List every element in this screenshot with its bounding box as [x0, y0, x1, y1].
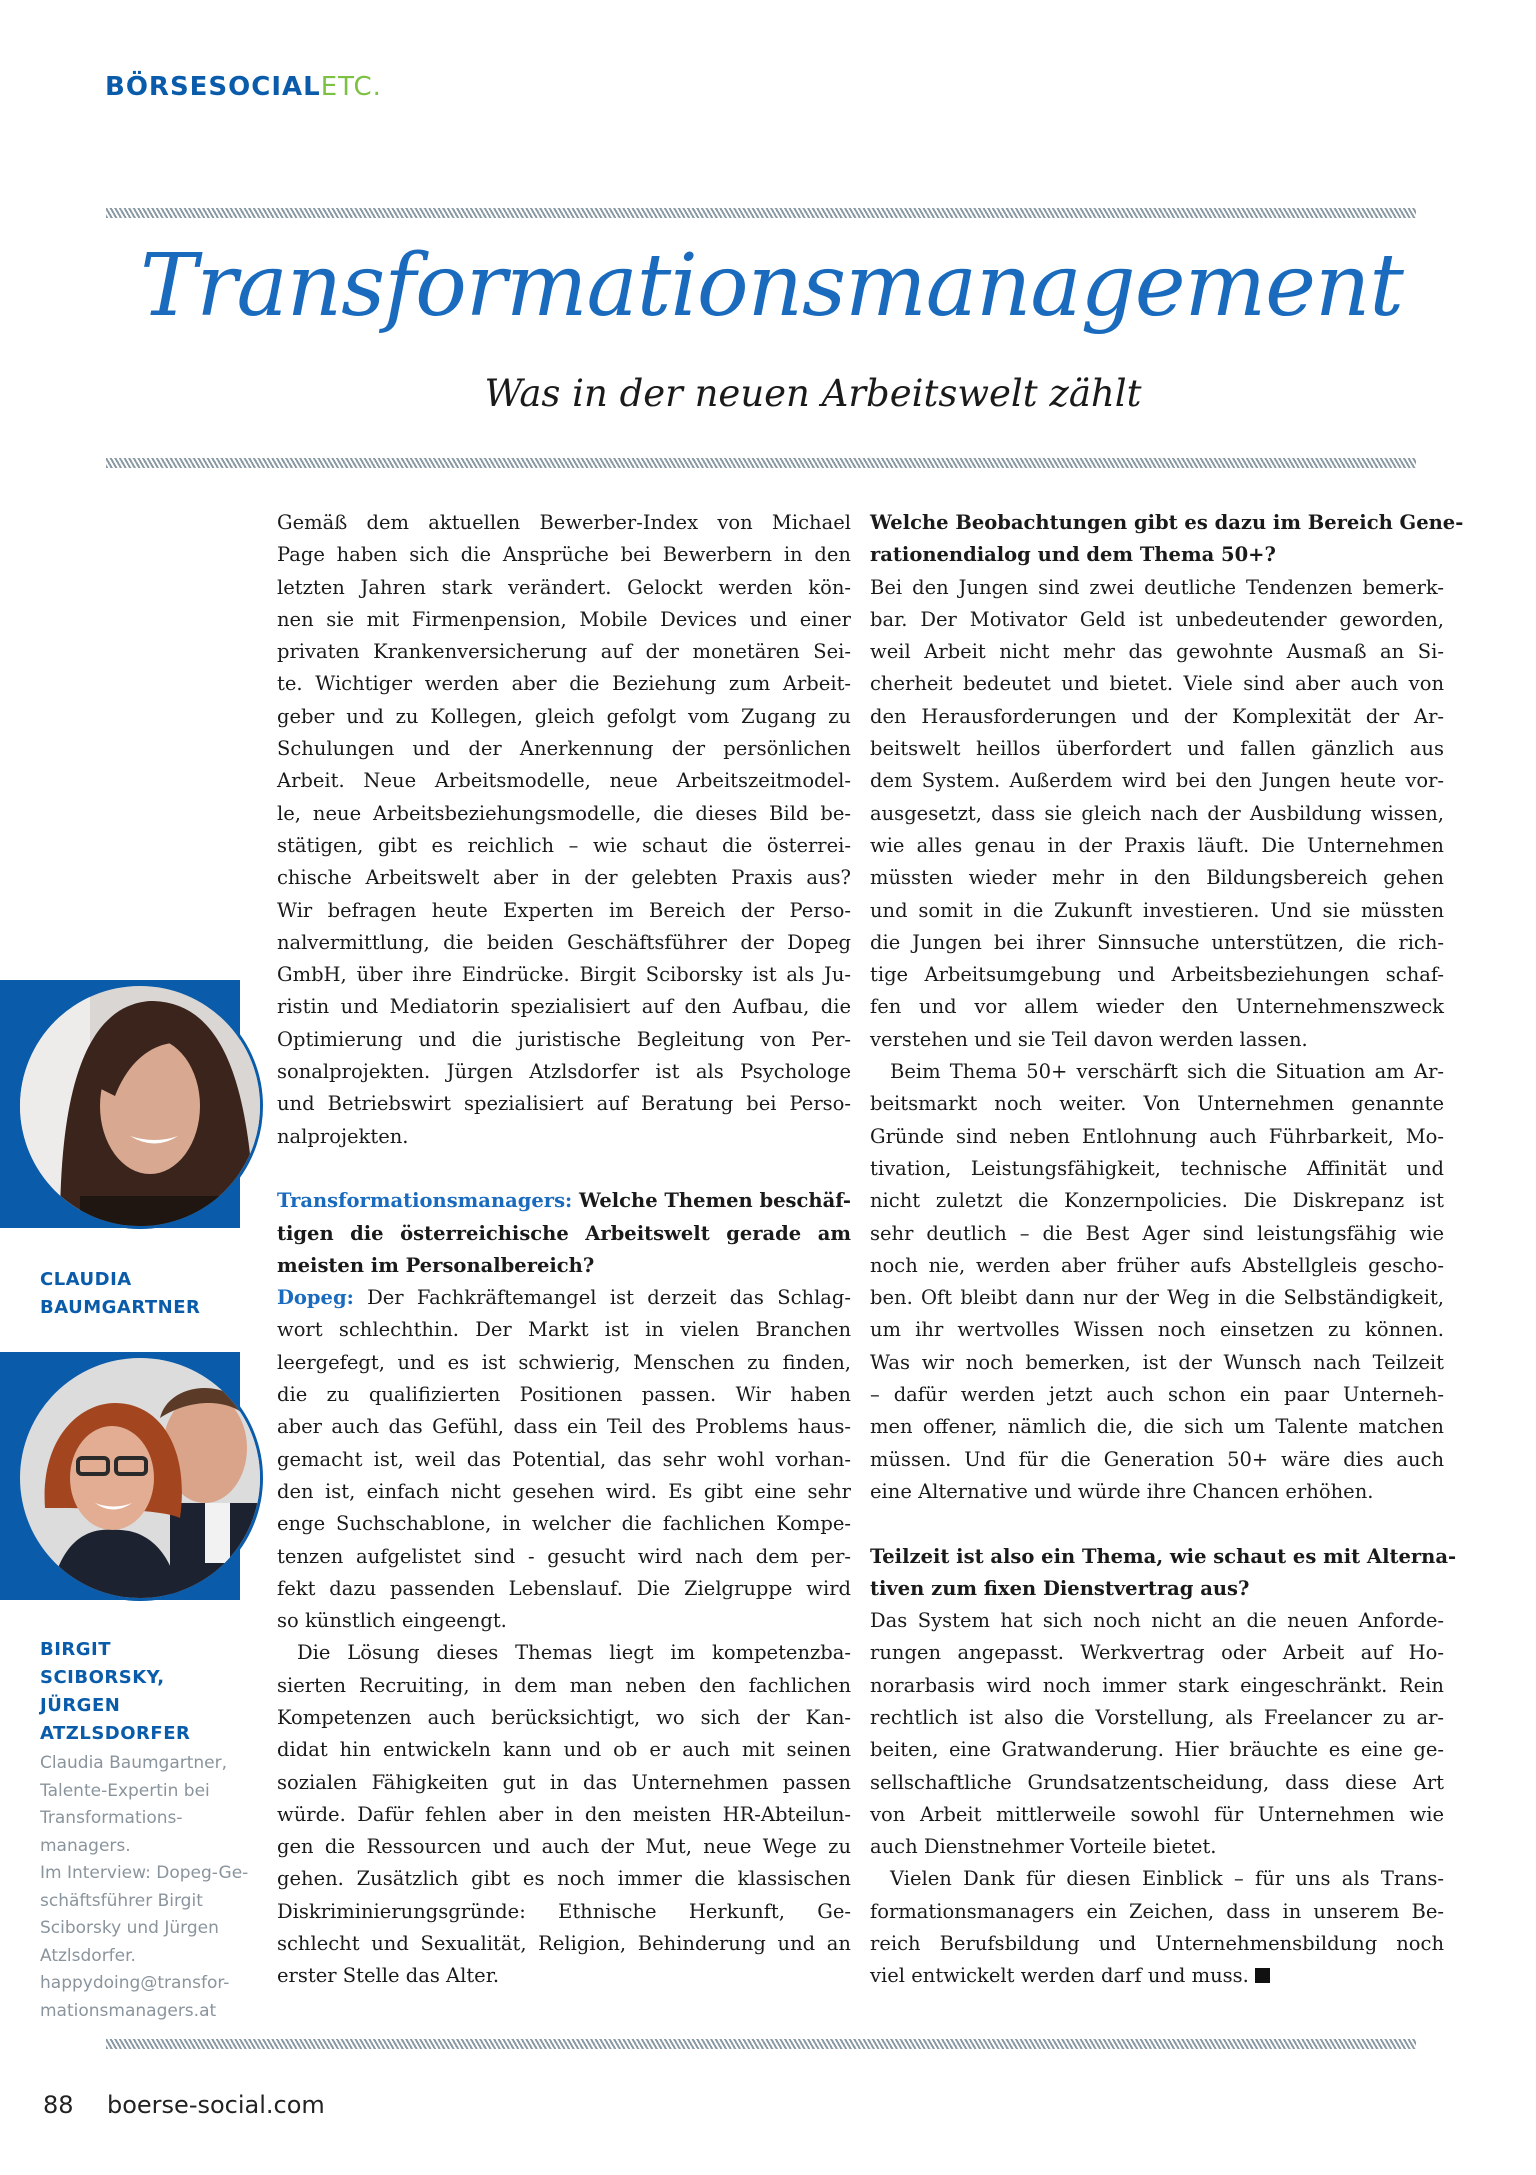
paragraph-gap [277, 1153, 851, 1185]
person2-name-line: SCIBORSKY, [40, 1667, 165, 1688]
answer-line: so künstlich eingeengt. [277, 1609, 507, 1633]
question-line: tigen die österreichische Arbeitswelt gerade am [277, 1221, 851, 1245]
photo-caption [40, 1750, 260, 2025]
answer-line: – dafür werden jetzt auch schon ein paar Unterneh- [870, 1383, 1444, 1407]
answer-line: müssen. Und für die Generation 50+ wäre dies auch [870, 1447, 1444, 1471]
article-column-1 [277, 507, 851, 1993]
answer-line: ben. Oft bleibt dann nur der Weg in die Selbständigkeit, [870, 1286, 1444, 1310]
answer-line: norarbasis wird noch immer stark eingeschränkt. Rein [870, 1673, 1444, 1697]
question-line: Welche Beobachtungen gibt es dazu im Bereich Gene- [870, 511, 1464, 534]
answer-line: müssten wieder mehr in den Bildungsbereich gehen [870, 866, 1444, 890]
intro-line: nen sie mit Firmenpension, Mobile Devices und einer [277, 607, 851, 631]
closing-line: reich Berufsbildung und Unternehmensbildung noch [870, 1932, 1444, 1956]
page-number: 88 [43, 2091, 74, 2119]
answer-line: die zu qualifizierten Positionen passen. Wir haben [277, 1383, 851, 1407]
answer-line: von Arbeit mittlerweile sowohl für Unternehmen wie [870, 1802, 1444, 1826]
answer-line: eine Alternative und würde ihre Chancen erhöhen. [870, 1479, 1374, 1503]
caption-line: mationsmanagers.at [40, 2000, 217, 2021]
answer-line: beitsmarkt noch weiter. Von Unternehmen genannte [870, 1092, 1444, 1116]
portrait-couple-icon [20, 1358, 260, 1598]
answer-line: und somit in die Zukunft investieren. Und sie müssten [870, 898, 1444, 922]
answer-line [277, 1282, 851, 1314]
answer-line: fen und vor allem wieder den Unternehmenszweck [870, 995, 1444, 1019]
intro-line: letzten Jahren stark verändert. Gelockt werden kön- [277, 575, 851, 599]
paragraph-gap [870, 1508, 1444, 1540]
question-line [277, 1185, 851, 1217]
caption-line: happydoing@transfor- [40, 1973, 230, 1993]
answer-line: Kompetenzen auch berücksichtigt, wo sich der Kan- [277, 1705, 851, 1729]
intro-line: sonalprojekten. Jürgen Atzlsdorfer ist als Psychologe [277, 1060, 851, 1084]
person1-name [40, 1266, 200, 1322]
answer-line: Bei den Jungen sind zwei deutliche Tendenzen bemerk- [870, 575, 1444, 599]
intro-line: Optimierung und die juristische Begleitung von Per- [277, 1027, 851, 1051]
intro-line: le, neue Arbeitsbeziehungsmodelle, die dieses Bild be- [277, 801, 851, 825]
caption-line: Atzlsdorfer. [40, 1945, 136, 1966]
intro-line: stätigen, gibt es reichlich – wie schaut die österrei- [277, 833, 851, 857]
article-title: Transformationsmanagement [140, 236, 1403, 336]
answer-line: gemacht ist, weil das Potential, das sehr wohl vorhan- [277, 1447, 851, 1471]
caption-line: Claudia Baumgartner, [40, 1753, 228, 1773]
answer-line: sehr deutlich – die Best Ager sind leistungsfähig wie [870, 1221, 1444, 1245]
person2-name-line: BIRGIT [40, 1639, 112, 1660]
question-line: rationendialog und dem Thema 50+? [870, 543, 1276, 567]
person1-first-name: CLAUDIA [40, 1269, 132, 1290]
answer-line: leergefegt, und es ist schwierig, Menschen zu finden, [277, 1350, 851, 1374]
answer-line: Gründe sind neben Entlohnung auch Führbarkeit, Mo- [870, 1124, 1444, 1148]
answer-line: um ihr wertvolles Wissen noch einsetzen zu können. [870, 1318, 1444, 1342]
person2-names [40, 1636, 190, 1748]
caption-line: Talente-Expertin bei [40, 1780, 210, 1801]
person2-name-line: JÜRGEN [40, 1695, 121, 1716]
closing-text: viel entwickelt werden darf und muss. [870, 1964, 1249, 1988]
question-line: tiven zum fixen Dienstvertrag aus? [870, 1576, 1250, 1600]
intro-line: te. Wichtiger werden aber die Beziehung zum Arbeit- [277, 672, 851, 696]
intro-line: ristin und Mediatorin spezialisiert auf den Aufbau, die [277, 995, 851, 1019]
answer-line: gehen. Zusätzlich gibt es noch immer die klassischen [277, 1867, 851, 1891]
intro-line: Wir befragen heute Experten im Bereich der Perso- [277, 898, 851, 922]
article-subtitle: Was in der neuen Arbeitswelt zählt [484, 372, 1142, 415]
answer-line: Die Lösung dieses Themas liegt im kompetenzba- [297, 1641, 851, 1665]
intro-line: Gemäß dem aktuellen Bewerber-Index von Michael [277, 511, 851, 534]
answer-line: ausgesetzt, dass sie gleich nach der Ausbildung wissen, [870, 801, 1444, 825]
person1-last-name: BAUMGARTNER [40, 1297, 201, 1318]
answer-line: tige Arbeitsumgebung und Arbeitsbeziehungen schaf- [870, 963, 1444, 987]
answer-line: sellschaftliche Grundsatzentscheidung, dass diese Art [870, 1770, 1444, 1794]
answer-line: fekt dazu passenden Lebenslauf. Die Zielgruppe wird [277, 1576, 851, 1600]
closing-line [870, 1960, 1444, 1992]
answer-line: Was wir noch bemerken, ist der Wunsch nach Teilzeit [870, 1350, 1444, 1374]
answer-line: Diskriminierungsgründe: Ethnische Herkunft, Ge- [277, 1899, 851, 1923]
answer-line: verstehen und sie Teil davon werden lassen. [870, 1027, 1308, 1051]
logo-primary: BÖRSESOCIAL [105, 72, 321, 102]
answer-line: auch Dienstnehmer Vorteile bietet. [870, 1835, 1217, 1859]
answer-line: Beim Thema 50+ verschärft sich die Situation am Ar- [890, 1060, 1444, 1084]
answer-line: rungen angepasst. Werkvertrag oder Arbeit auf Ho- [870, 1641, 1444, 1665]
logo-secondary: ETC. [320, 72, 382, 102]
answer-line: rechtlich ist also die Vorstellung, als Freelancer zu ar- [870, 1705, 1444, 1729]
answer-line: erster Stelle das Alter. [277, 1964, 500, 1988]
respondent-label: Dopeg: [277, 1286, 354, 1310]
intro-line: Schulungen und der Anerkennung der persönlichen [277, 737, 851, 761]
answer-line: bar. Der Motivator Geld ist unbedeutender geworden, [870, 607, 1444, 631]
answer-line: cherheit bedeutet und bietet. Viele sind aber auch von [870, 672, 1444, 696]
answer-line: sozialen Fähigkeiten gut in das Unternehmen passen [277, 1770, 851, 1794]
answer-line: würde. Dafür fehlen aber in den meisten HR-Abteilun- [277, 1802, 851, 1826]
caption-line: schäftsführer Birgit [40, 1890, 203, 1911]
caption-line: Im Interview: Dopeg-Ge- [40, 1863, 249, 1883]
answer-line: den ist, einfach nicht gesehen wird. Es gibt eine sehr [277, 1479, 851, 1503]
intro-line: privaten Krankenversicherung auf der monetären Sei- [277, 640, 851, 664]
intro-line: und Betriebswirt spezialisiert auf Beratung bei Perso- [277, 1092, 851, 1116]
answer-line: dem System. Außerdem wird bei den Jungen heute vor- [870, 769, 1444, 793]
intro-line: nalvermittlung, die beiden Geschäftsführer der Dopeg [277, 930, 851, 954]
answer-line: gen die Ressourcen und auch der Mut, neue Wege zu [277, 1835, 851, 1859]
hatched-rule-under-title [106, 458, 1416, 468]
answer-line: sierten Recruiting, in dem man neben den fachlichen [277, 1673, 851, 1697]
person2-name-line: ATZLSDORFER [40, 1723, 191, 1744]
answer-line: weil Arbeit nicht mehr das gewohnte Ausmaß an Si- [870, 640, 1444, 664]
answer-line: wie alles genau in der Praxis läuft. Die Unternehmen [870, 833, 1444, 857]
end-of-article-icon [1255, 1968, 1270, 1983]
caption-line: Sciborsky und Jürgen [40, 1918, 219, 1938]
caption-line: Transformations- [40, 1808, 183, 1828]
portrait-claudia-baumgartner [17, 983, 263, 1229]
answer-line: wort schlechthin. Der Markt ist in vielen Branchen [277, 1318, 851, 1342]
magazine-logo [105, 72, 382, 102]
caption-line: managers. [40, 1835, 131, 1856]
hatched-rule-bottom [106, 2039, 1416, 2049]
portrait-sciborsky-atzlsdorfer [17, 1355, 263, 1601]
hatched-rule-top [106, 208, 1416, 218]
answer-line: schlecht und Sexualität, Religion, Behinderung und an [277, 1932, 851, 1956]
answer-line: enge Suchschablone, in welcher die fachlichen Kompe- [277, 1512, 851, 1536]
question-text: Welche Themen beschäf- [579, 1189, 852, 1213]
closing-line: Vielen Dank für diesen Einblick – für uns als Trans- [890, 1867, 1444, 1891]
interviewer-label: Transformationsmanagers: [277, 1189, 573, 1213]
answer-line: die Jungen bei ihrer Sinnsuche unterstützen, die rich- [870, 930, 1444, 954]
question-line: meisten im Personalbereich? [277, 1253, 595, 1277]
question-line: Teilzeit ist also ein Thema, wie schaut es mit Alterna- [870, 1544, 1457, 1568]
intro-line: GmbH, über ihre Eindrücke. Birgit Sciborsky ist als Ju- [277, 963, 851, 987]
answer-line: nicht zuletzt die Konzernpolicies. Die Diskrepanz ist [870, 1189, 1444, 1213]
answer-line: Das System hat sich noch nicht an die neuen Anforde- [870, 1609, 1444, 1633]
closing-line: formationsmanagers ein Zeichen, dass in unserem Be- [870, 1899, 1444, 1923]
answer-line: den Herausforderungen und der Komplexität der Ar- [870, 704, 1444, 728]
footer-site-link[interactable]: boerse-social.com [107, 2091, 325, 2119]
answer-line: beiten, eine Gratwanderung. Hier bräuchte es eine ge- [870, 1738, 1444, 1762]
answer-line: aber auch das Gefühl, dass ein Teil des Problems haus- [277, 1415, 851, 1439]
answer-line: noch nie, werden aber früher aufs Abstellgleis gescho- [870, 1253, 1444, 1277]
answer-line: men offener, nämlich die, die sich um Talente matchen [870, 1415, 1444, 1439]
intro-line: chische Arbeitswelt aber in der gelebten Praxis aus? [277, 866, 851, 890]
intro-line: nalprojekten. [277, 1124, 409, 1148]
article-column-2 [870, 507, 1464, 1993]
answer-line: didat hin entwickeln kann und ob er auch mit seinen [277, 1738, 851, 1762]
intro-line: Arbeit. Neue Arbeitsmodelle, neue Arbeitszeitmodel- [277, 769, 851, 793]
portrait-woman-icon [20, 986, 260, 1226]
answer-text: Der Fachkräftemangel ist derzeit das Schlag- [367, 1286, 852, 1310]
answer-line: tivation, Leistungsfähigkeit, technische Affinität und [870, 1156, 1444, 1180]
intro-line: geber und zu Kollegen, gleich gefolgt vom Zugang zu [277, 704, 851, 728]
answer-line: tenzen aufgelistet sind - gesucht wird nach dem per- [277, 1544, 851, 1568]
intro-line: Page haben sich die Ansprüche bei Bewerbern in den [277, 543, 851, 567]
answer-line: beitswelt heillos überfordert und fallen gänzlich aus [870, 737, 1444, 761]
